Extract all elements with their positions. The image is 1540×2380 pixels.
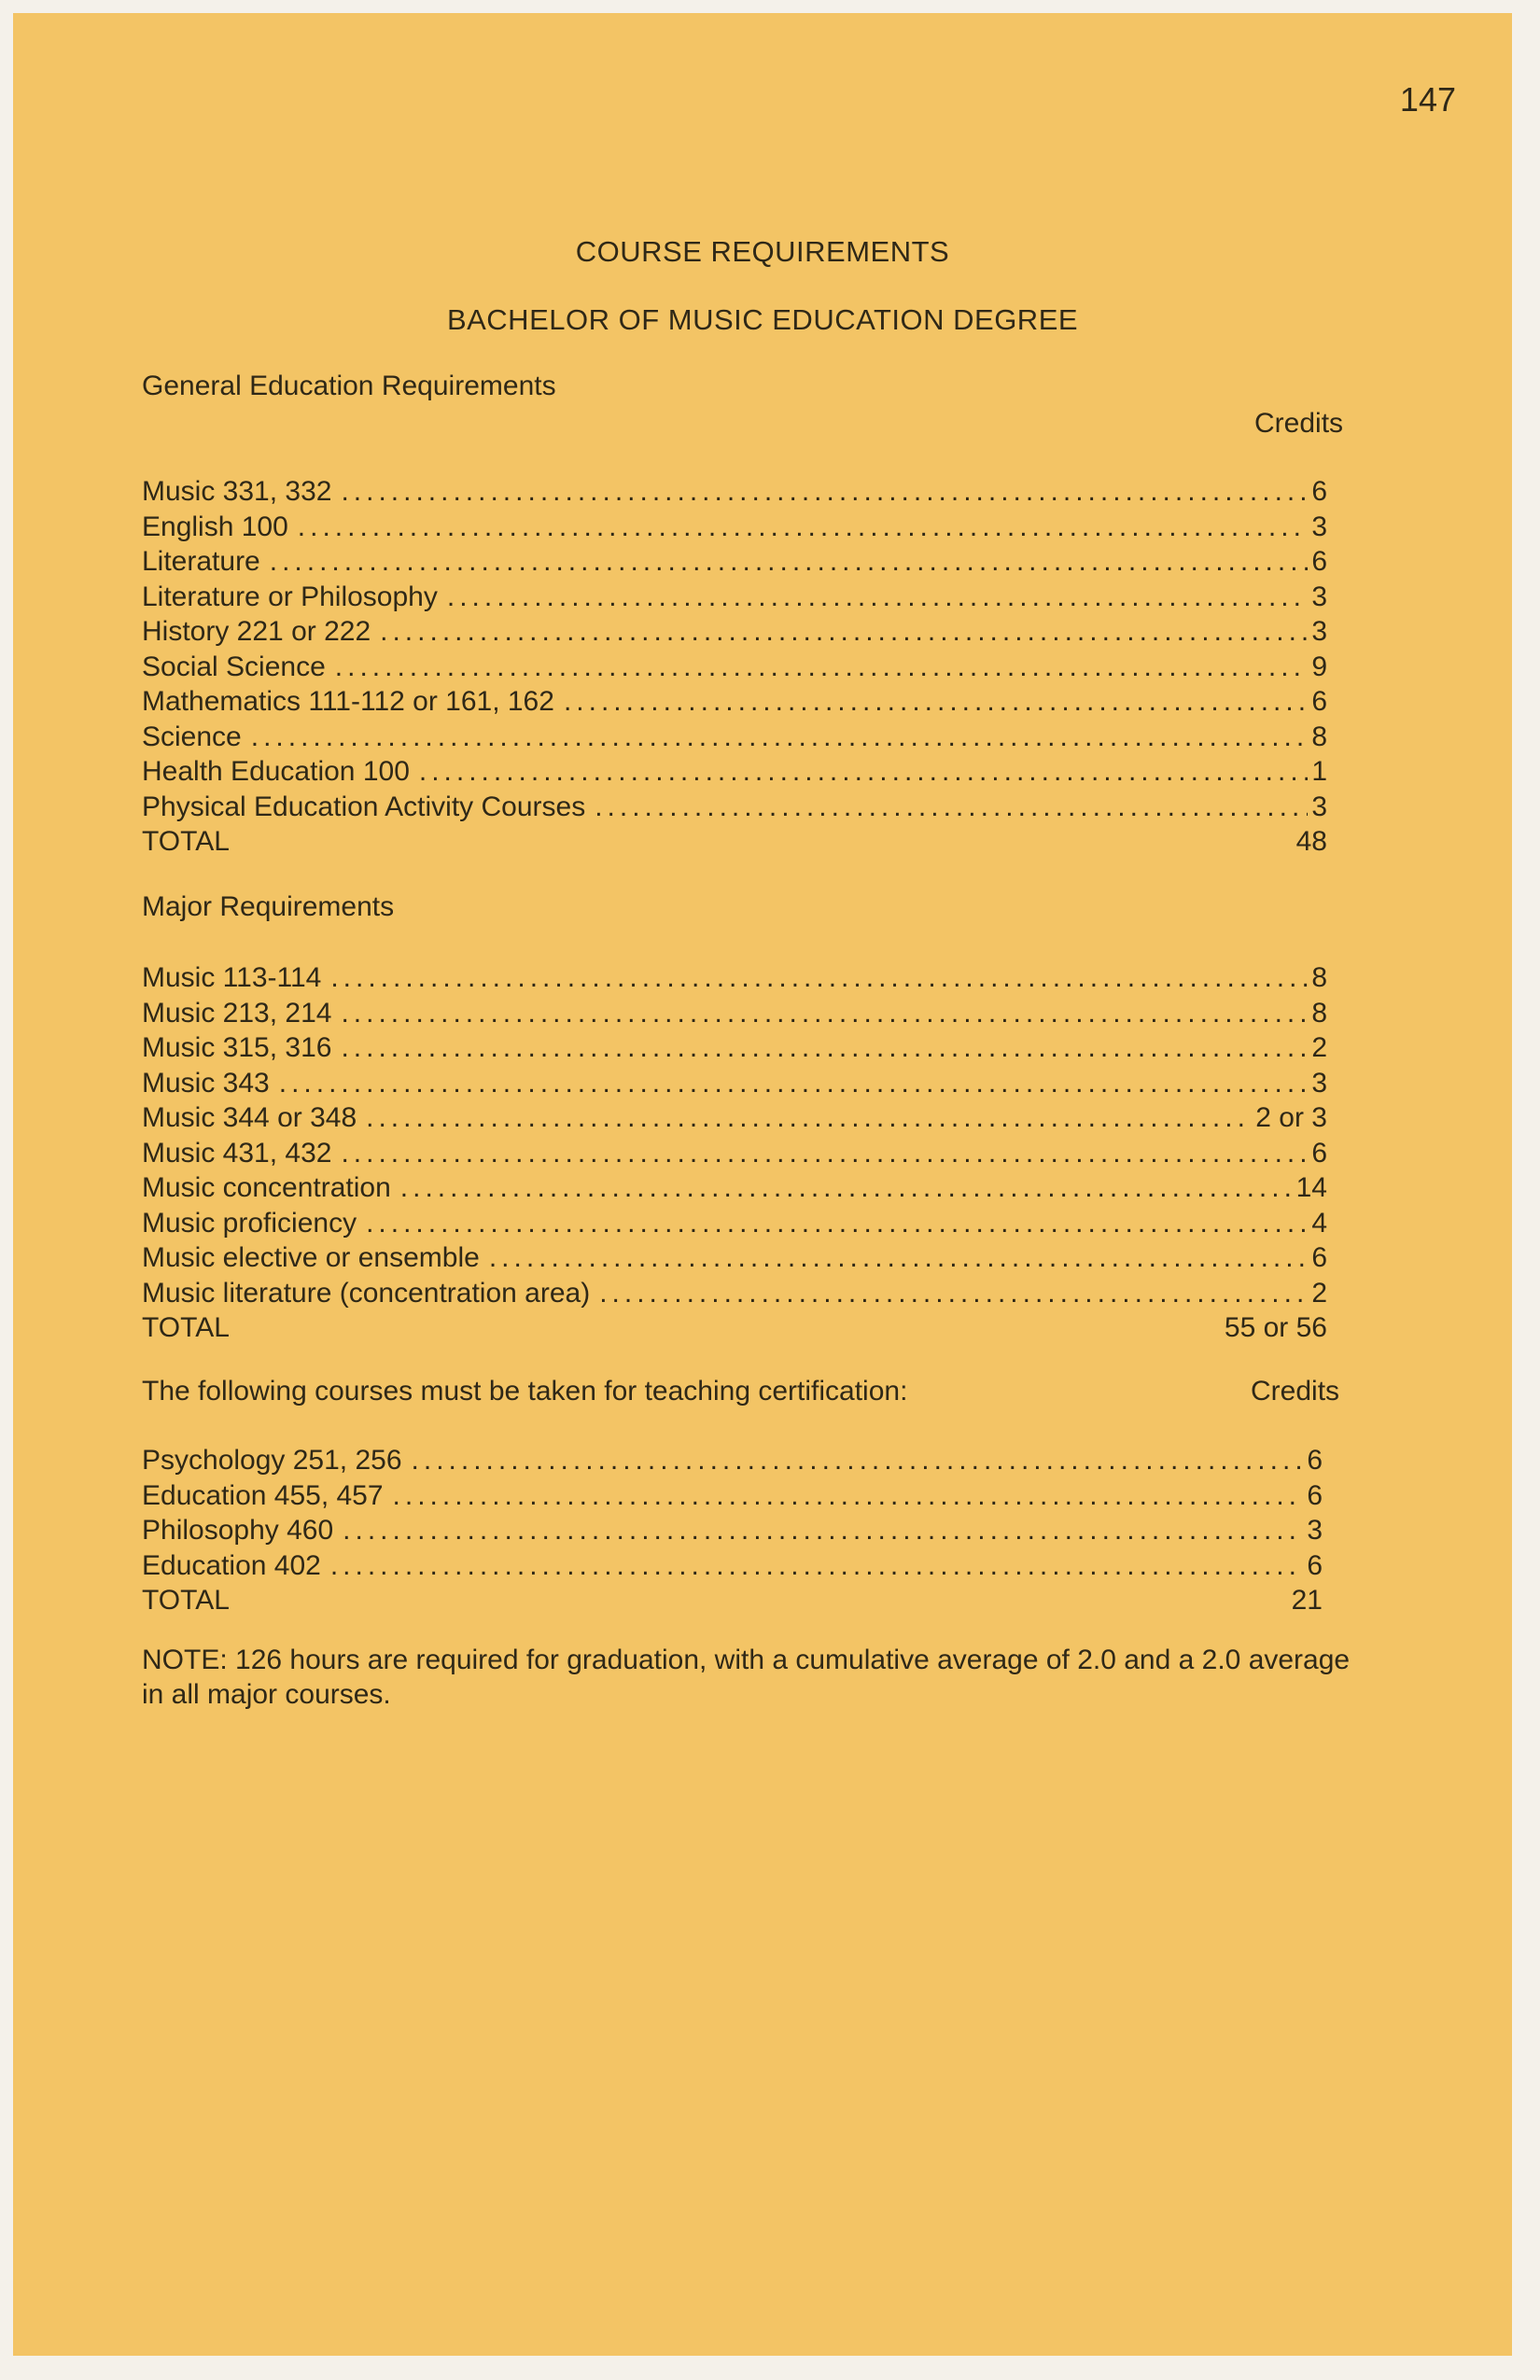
total-row	[142, 824, 1327, 860]
course-row	[142, 650, 1327, 685]
course-row	[142, 544, 1327, 580]
course-name: Mathematics 111-112 or 161, 162	[142, 686, 554, 717]
course-credits: 6	[1307, 1479, 1323, 1511]
dot-leader	[298, 510, 1309, 545]
total-label: TOTAL	[142, 1585, 230, 1616]
dot-leader	[489, 1240, 1308, 1276]
total-label: TOTAL	[142, 1312, 230, 1343]
course-row	[142, 1100, 1327, 1136]
course-credits: 2	[1311, 1032, 1327, 1063]
general-credits-header: Credits	[1254, 408, 1344, 439]
course-credits: 6	[1311, 686, 1327, 717]
course-name: Music 315, 316	[142, 1032, 332, 1063]
total-value: 21	[1291, 1585, 1323, 1616]
dot-leader	[341, 1030, 1308, 1066]
course-credits: 3	[1311, 616, 1327, 647]
dot-leader	[380, 614, 1308, 650]
dot-leader	[335, 650, 1309, 685]
dot-leader	[341, 474, 1308, 510]
major-requirements-list	[142, 960, 1327, 1346]
course-row	[142, 614, 1327, 650]
certification-credits-header: Credits	[1251, 1376, 1340, 1407]
course-credits: 8	[1311, 721, 1327, 752]
course-credits: 2	[1311, 1277, 1327, 1309]
course-row	[142, 1030, 1327, 1066]
course-row	[142, 1136, 1327, 1171]
course-row	[142, 1548, 1323, 1584]
general-education-heading: General Education Requirements	[142, 371, 556, 401]
course-credits: 6	[1307, 1445, 1323, 1476]
total-row	[142, 1310, 1327, 1346]
course-row	[142, 1513, 1323, 1548]
course-credits: 6	[1307, 1549, 1323, 1581]
total-row	[142, 1583, 1323, 1618]
dot-leader	[330, 1548, 1303, 1584]
dot-leader	[366, 1100, 1252, 1136]
course-name: Music 331, 332	[142, 476, 332, 507]
course-row	[142, 1170, 1327, 1206]
course-name: Literature	[142, 546, 260, 577]
course-name: Health Education 100	[142, 756, 410, 787]
dot-leader	[251, 720, 1309, 755]
course-name: Music elective or ensemble	[142, 1242, 480, 1273]
dot-leader	[564, 684, 1308, 720]
dot-leader	[595, 790, 1308, 825]
course-row	[142, 1240, 1327, 1276]
course-name: Music 344 or 348	[142, 1102, 357, 1133]
course-name: Social Science	[142, 651, 326, 682]
course-credits: 6	[1311, 1242, 1327, 1273]
course-credits: 4	[1311, 1207, 1327, 1239]
course-name: Music proficiency	[142, 1207, 357, 1239]
course-row	[142, 1276, 1327, 1311]
dot-leader	[366, 1206, 1308, 1241]
course-name: Philosophy 460	[142, 1515, 334, 1546]
general-education-list	[142, 474, 1327, 860]
course-name: Psychology 251, 256	[142, 1445, 402, 1476]
course-credits: 8	[1311, 962, 1327, 993]
course-credits: 14	[1295, 1172, 1327, 1203]
certification-list	[142, 1443, 1323, 1618]
page-title: COURSE REQUIREMENTS	[575, 235, 950, 268]
total-label: TOTAL	[142, 826, 230, 857]
dot-leader	[400, 1170, 1293, 1206]
graduation-note: NOTE: 126 hours are required for graduation, with a cumulative average of 2.0 and a 2.0 average in all major courses.	[142, 1645, 1351, 1710]
course-credits: 8	[1311, 997, 1327, 1029]
course-credits: 3	[1311, 1067, 1327, 1099]
course-row	[142, 1443, 1323, 1478]
degree-title: BACHELOR OF MUSIC EDUCATION DEGREE	[446, 303, 1079, 336]
major-requirements-heading: Major Requirements	[142, 891, 395, 922]
certification-heading: The following courses must be taken for teaching certification:	[142, 1376, 908, 1407]
course-credits: 6	[1311, 476, 1327, 507]
course-row	[142, 790, 1327, 825]
course-row	[142, 684, 1327, 720]
course-credits: 3	[1311, 791, 1327, 822]
course-name: Education 402	[142, 1549, 321, 1581]
catalog-page	[13, 13, 1512, 2356]
course-name: English 100	[142, 511, 288, 542]
total-value: 55 or 56	[1224, 1312, 1327, 1343]
dot-leader	[270, 544, 1309, 580]
course-credits: 2 or 3	[1255, 1102, 1327, 1133]
total-value: 48	[1295, 826, 1327, 857]
course-row	[142, 960, 1327, 996]
course-row	[142, 580, 1327, 615]
course-credits: 3	[1311, 511, 1327, 542]
course-name: Science	[142, 721, 242, 752]
course-credits: 9	[1311, 651, 1327, 682]
course-credits: 3	[1311, 581, 1327, 612]
course-row	[142, 754, 1327, 790]
dot-leader	[343, 1513, 1303, 1548]
course-row	[142, 510, 1327, 545]
course-row	[142, 474, 1327, 510]
course-name: Music literature (concentration area)	[142, 1277, 591, 1309]
course-credits: 6	[1311, 546, 1327, 577]
course-row	[142, 996, 1327, 1031]
dot-leader	[419, 754, 1308, 790]
course-name: Education 455, 457	[142, 1479, 384, 1511]
dot-leader	[341, 1136, 1308, 1171]
page-number: 147	[1399, 80, 1456, 119]
course-name: Music 113-114	[142, 962, 322, 993]
dot-leader	[599, 1276, 1308, 1311]
dot-leader	[412, 1443, 1304, 1478]
dot-leader	[341, 996, 1308, 1031]
course-name: Music 343	[142, 1067, 270, 1099]
course-row	[142, 1066, 1327, 1101]
course-credits: 1	[1311, 756, 1327, 787]
course-credits: 6	[1311, 1137, 1327, 1169]
course-row	[142, 1478, 1323, 1514]
course-name: Physical Education Activity Courses	[142, 791, 586, 822]
course-name: Literature or Philosophy	[142, 581, 438, 612]
course-row	[142, 720, 1327, 755]
course-row	[142, 1206, 1327, 1241]
dot-leader	[330, 960, 1308, 996]
dot-leader	[279, 1066, 1309, 1101]
course-name: Music 431, 432	[142, 1137, 332, 1169]
course-name: History 221 or 222	[142, 616, 371, 647]
course-credits: 3	[1307, 1515, 1323, 1546]
course-name: Music 213, 214	[142, 997, 332, 1029]
course-name: Music concentration	[142, 1172, 391, 1203]
dot-leader	[393, 1478, 1304, 1514]
dot-leader	[447, 580, 1308, 615]
